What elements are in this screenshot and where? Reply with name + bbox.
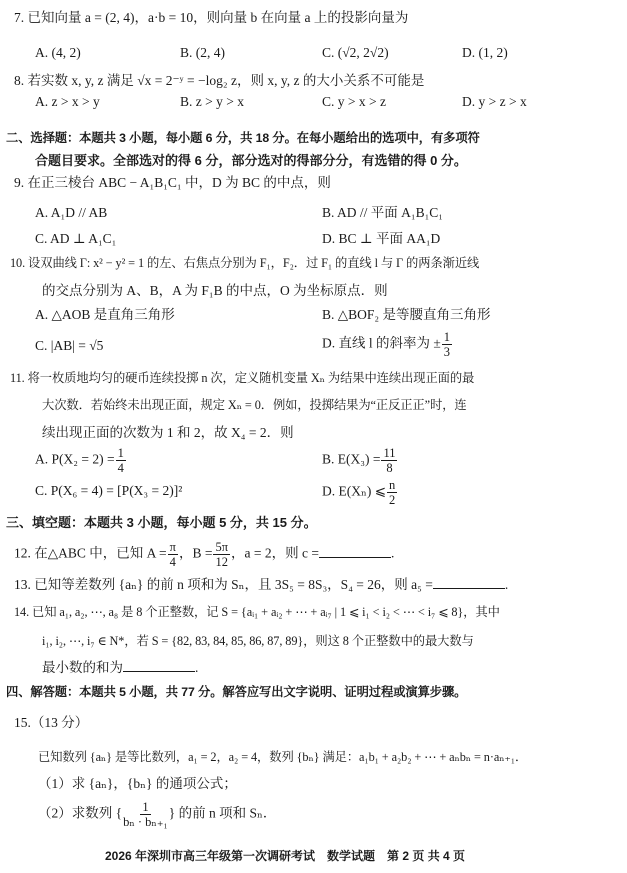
page-footer: 2026 年深圳市高三年级第一次调研考试 数学试题 第 2 页 共 4 页 — [105, 849, 466, 863]
q11-stem-line3: 续出现正面的次数为 1 和 2，故 X₄ = 2．则 — [42, 425, 294, 440]
q9-option-c: C. AD ⊥ A₁C₁ — [35, 231, 117, 246]
q11-option-d-text: D. E(Xₙ) ⩽ — [322, 483, 387, 499]
q11-option-b-text: B. E(X₃) = — [322, 451, 381, 467]
q11-option-a — [35, 446, 127, 475]
fraction — [168, 540, 178, 569]
denominator: 3 — [443, 345, 451, 359]
denominator: 4 — [169, 555, 176, 569]
denominator: bₙ · bₙ₊₁ — [123, 815, 168, 829]
fraction — [442, 330, 452, 359]
q8-option-a: A. z > x > y — [35, 94, 100, 109]
answer-blank[interactable] — [123, 658, 195, 672]
q12 — [14, 540, 621, 569]
q15-part1: （1）求 {aₙ}，{bₙ} 的通项公式； — [38, 776, 237, 791]
denominator: 4 — [117, 461, 124, 475]
fraction — [123, 800, 168, 829]
q9-stem: 9. 在正三棱台 ABC − A₁B₁C₁ 中，D 为 BC 的中点，则 — [14, 175, 331, 190]
q11-stem-line1: 11. 将一枚质地均匀的硬币连续投掷 n 次，定义随机变量 Xₙ 为结果中连续出现正面的最 — [10, 371, 475, 385]
q15-part2-text: } 的前 n 项和 Sₙ． — [168, 805, 277, 821]
q9-option-d: D. BC ⊥ 平面 AA₁D — [322, 231, 441, 246]
denominator: 12 — [215, 555, 228, 569]
q9-option-a: A. A₁D // AB — [35, 205, 108, 220]
q11-option-a-text: A. P(X₂ = 2) = — [35, 451, 115, 467]
q10-option-a: A. △AOB 是直角三角形 — [35, 307, 175, 322]
q11-option-d — [322, 478, 398, 507]
denominator: 8 — [386, 461, 393, 475]
fraction — [387, 478, 397, 507]
section2-instructions: 合题目要求。全部选对的得 6 分，部分选对的得部分分，有选错的得 0 分。 — [35, 153, 467, 168]
fraction — [381, 446, 397, 475]
numerator: 1 — [443, 330, 451, 344]
q15-header: 15.（13 分） — [14, 715, 89, 730]
period: . — [504, 577, 509, 592]
q7-option-c: C. (√2, 2√2) — [322, 45, 389, 60]
period: . — [195, 660, 199, 675]
q7-option-b: B. (2, 4) — [180, 45, 225, 60]
q14-text: 最小数的和为 — [42, 660, 123, 675]
q14-line1: 14. 已知 a₁, a₂, ⋯, a₈ 是 8 个正整数，记 S = {aᵢ₁ + aᵢ₂ + ⋯ + aᵢ₇ | 1 ⩽ i₁ < i₂ < ⋯ < i₇ ⩽ 8}，其中 — [14, 605, 500, 619]
fraction — [213, 540, 230, 569]
q7-stem: 7. 已知向量 a = (2, 4)，a·b = 10，则向量 b 在向量 a 上的投影向量为 — [14, 10, 409, 25]
q13 — [14, 575, 621, 593]
q9-option-b: B. AD // 平面 A₁B₁C₁ — [322, 205, 444, 220]
numerator: 11 — [383, 446, 396, 460]
answer-blank[interactable] — [433, 575, 505, 589]
numerator: n — [389, 478, 396, 492]
q12-text: ，B = — [178, 545, 213, 561]
q11-option-c: C. P(X₆ = 4) = [P(X₃ = 2)]² — [35, 483, 183, 498]
q8-stem: 8. 若实数 x, y, z 满足 √x = 2⁻ʸ = −log₂ z，则 x, y, z 的大小关系不可能是 — [14, 73, 425, 88]
q8-option-b: B. z > y > x — [180, 94, 244, 109]
q12-text: ，a = 2，则 c = — [231, 545, 319, 561]
q10-stem-line2: 的交点分别为 A、B，A 为 F₁B 的中点，O 为坐标原点．则 — [42, 283, 388, 298]
q14-line3 — [42, 658, 621, 676]
section4-heading: 四、解答题：本题共 5 小题，共 77 分。解答应写出文字说明、证明过程或演算步骤。 — [6, 685, 467, 699]
q10-option-d — [322, 330, 453, 359]
q11-stem-line2: 大次数．若始终未出现正面，规定 Xₙ = 0．例如，投掷结果为“正反正正”时，连 — [42, 398, 467, 412]
answer-blank[interactable] — [319, 544, 391, 558]
q11-option-b — [322, 446, 398, 475]
q8-option-c: C. y > x > z — [322, 94, 386, 109]
q10-option-b: B. △BOF₂ 是等腰直角三角形 — [322, 307, 491, 322]
q13-text: 13. 已知等差数列 {aₙ} 的前 n 项和为 Sₙ，且 3S₅ = 8S₃，S₄ = 26，则 a₅ = — [14, 577, 433, 592]
numerator: 1 — [117, 446, 124, 460]
q15-part2-text: （2）求数列 { — [38, 805, 123, 821]
fraction — [116, 446, 126, 475]
denominator: 2 — [389, 493, 396, 507]
q7-option-a: A. (4, 2) — [35, 45, 81, 60]
section2-heading: 二、选择题：本题共 3 小题，每小题 6 分，共 18 分。在每小题给出的选项中，有多项符 — [6, 131, 480, 145]
q10-stem-line1: 10. 设双曲线 Γ: x² − y² = 1 的左、右焦点分别为 F₁，F₂．过 F₁ 的直线 l 与 Γ 的两条渐近线 — [10, 256, 480, 270]
q15-part2 — [38, 800, 621, 829]
numerator: 5π — [215, 540, 229, 554]
numerator: 1 — [142, 800, 149, 814]
q10-option-c: C. |AB| = √5 — [35, 338, 104, 353]
q10-option-d-text: D. 直线 l 的斜率为 ± — [322, 335, 441, 351]
q15-stem: 已知数列 {aₙ} 是等比数列，a₁ = 2，a₂ = 4，数列 {bₙ} 满足：a₁b₁ + a₂b₂ + ⋯ + aₙbₙ = n·aₙ₊₁． — [38, 750, 528, 764]
q7-option-d: D. (1, 2) — [462, 45, 508, 60]
section3-heading: 三、填空题：本题共 3 小题，每小题 5 分，共 15 分。 — [6, 515, 317, 530]
q8-option-d: D. y > z > x — [462, 94, 527, 109]
q12-text: 12. 在△ABC 中，已知 A = — [14, 545, 167, 561]
q14-line2: i₁, i₂, ⋯, i₇ ∈ N*，若 S = {82, 83, 84, 85, 86, 87, 89}，则这 8 个正整数中的最大数与 — [42, 634, 474, 648]
numerator: π — [169, 540, 176, 554]
period: . — [390, 545, 395, 561]
